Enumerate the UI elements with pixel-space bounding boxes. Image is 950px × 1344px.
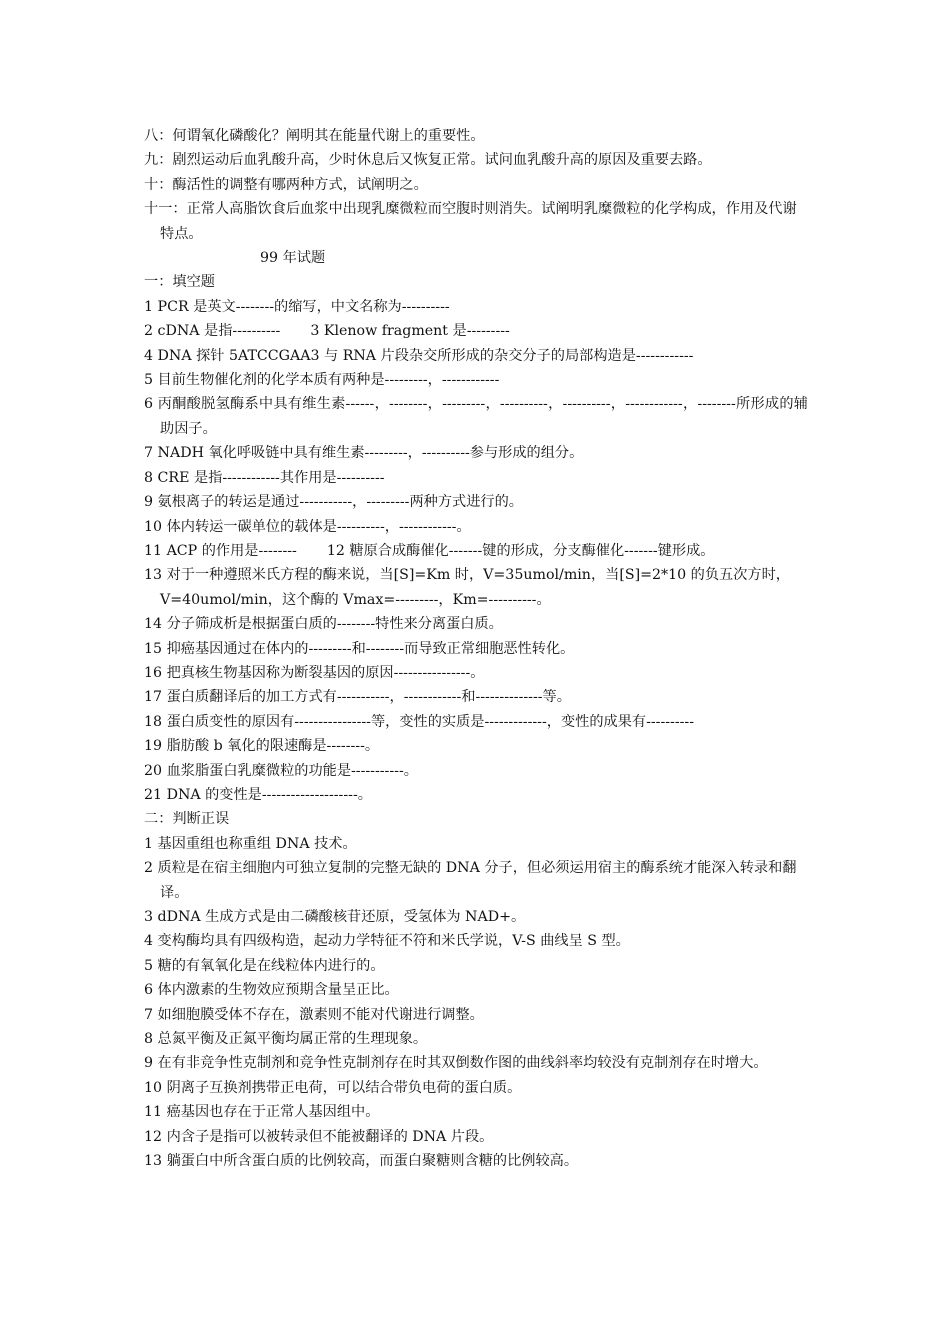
fill-blank-7: 7 NADH 氧化呼吸链中具有维生素---------，----------参与形成的组分。: [144, 445, 584, 462]
true-false-7: 7 如细胞膜受体不存在，激素则不能对代谢进行调整。: [144, 1006, 484, 1023]
section-fill-blanks-title: 一：填空题: [144, 274, 215, 291]
fill-blank-8: 8 CRE 是指------------其作用是----------: [144, 469, 385, 486]
true-false-1: 1 基因重组也称重组 DNA 技术。: [144, 835, 357, 852]
fill-blank-6: 6 丙酮酸脱氢酶系中具有维生素------，--------，---------，----------，----------，------------，--------所形成的辅助因子。: [144, 396, 808, 437]
fill-blank-20: 20 血浆脂蛋白乳糜微粒的功能是-----------。: [144, 762, 418, 779]
fill-blank-15: 15 抑癌基因通过在体内的---------和--------而导致正常细胞恶性转化。: [144, 640, 575, 657]
fill-blank-9: 9 氨根离子的转运是通过-----------，---------两种方式进行的。: [144, 494, 523, 511]
true-false-4: 4 变构酶均具有四级构造，起动力学特征不符和米氏学说，V-S 曲线呈 S 型。: [144, 933, 630, 950]
fill-blank-19: 19 脂肪酸 b 氧化的限速酶是--------。: [144, 738, 380, 755]
fill-blank-3: 3 Klenow fragment 是---------: [310, 323, 510, 340]
fill-blank-10: 10 体内转运一碳单位的载体是----------，------------。: [144, 518, 471, 535]
fill-blank-2-3: [144, 319, 808, 343]
fill-blank-18: 18 蛋白质变性的原因有----------------等，变性的实质是-------------，变性的成果有----------: [144, 713, 695, 730]
document-page: [144, 124, 808, 1173]
fill-blank-12: 12 糖原合成酶催化-------键的形成，分支酶催化-------键形成。: [326, 542, 715, 559]
question-10: 十：酶活性的调整有哪两种方式，试阐明之。: [144, 176, 428, 193]
exam-title: 99 年试题: [260, 250, 326, 267]
fill-blank-5: 5 目前生物催化剂的化学本质有两种是---------，------------: [144, 372, 500, 389]
true-false-5: 5 糖的有氧氧化是在线粒体内进行的。: [144, 957, 385, 974]
true-false-11: 11 癌基因也存在于正常人基因组中。: [144, 1104, 380, 1121]
fill-blank-16: 16 把真核生物基因称为断裂基因的原因----------------。: [144, 664, 485, 681]
true-false-13: 13 躺蛋白中所含蛋白质的比例较高，而蛋白聚糖则含糖的比例较高。: [144, 1153, 579, 1170]
true-false-9: 9 在有非竞争性克制剂和竞争性克制剂存在时其双倒数作图的曲线斜率均较没有克制剂存在时增大。: [144, 1055, 768, 1072]
fill-blank-4: 4 DNA 探针 5ATCCGAA3 与 RNA 片段杂交所形成的杂交分子的局部构造是------------: [144, 347, 694, 364]
fill-blank-17: 17 蛋白质翻译后的加工方式有-----------，------------和--------------等。: [144, 689, 571, 706]
true-false-10: 10 阴离子互换剂携带正电荷，可以结合带负电荷的蛋白质。: [144, 1079, 522, 1096]
fill-blank-11-12: [144, 539, 808, 563]
fill-blank-2: 2 cDNA 是指----------: [144, 323, 281, 340]
question-8: 八：何谓氧化磷酸化？阐明其在能量代谢上的重要性。: [144, 128, 485, 144]
fill-blank-11: 11 ACP 的作用是--------: [144, 542, 297, 559]
fill-blank-1: 1 PCR 是英文--------的缩写，中文名称为----------: [144, 298, 450, 315]
true-false-2: 2 质粒是在宿主细胞内可独立复制的完整无缺的 DNA 分子，但必须运用宿主的酶系统才能深入转录和翻译。: [144, 860, 797, 901]
question-11: 十一：正常人高脂饮食后血浆中出现乳糜微粒而空腹时则消失。试阐明乳糜微粒的化学构成，作用及代谢特点。: [144, 201, 797, 242]
fill-blank-14: 14 分子筛成析是根据蛋白质的--------特性来分离蛋白质。: [144, 616, 503, 633]
fill-blank-21: 21 DNA 的变性是--------------------。: [144, 786, 372, 803]
question-9: 九：剧烈运动后血乳酸升高，少时休息后又恢复正常。试问血乳酸升高的原因及重要去路。: [144, 152, 712, 169]
true-false-6: 6 体内激素的生物效应预期含量呈正比。: [144, 982, 399, 999]
fill-blank-13: 13 对于一种遵照米氏方程的酶来说，当[S]=Km 时，V=35umol/min，当[S]=2*10 的负五次方时，V=40umol/min，这个酶的 Vmax=---------，Km=----------。: [144, 567, 790, 608]
true-false-3: 3 dDNA 生成方式是由二磷酸核苷还原，受氢体为 NAD+。: [144, 909, 526, 925]
true-false-12: 12 内含子是指可以被转录但不能被翻译的 DNA 片段。: [144, 1128, 494, 1145]
section-true-false-title: 二：判断正误: [144, 811, 230, 828]
true-false-8: 8 总氮平衡及正氮平衡均属正常的生理现象。: [144, 1031, 428, 1048]
